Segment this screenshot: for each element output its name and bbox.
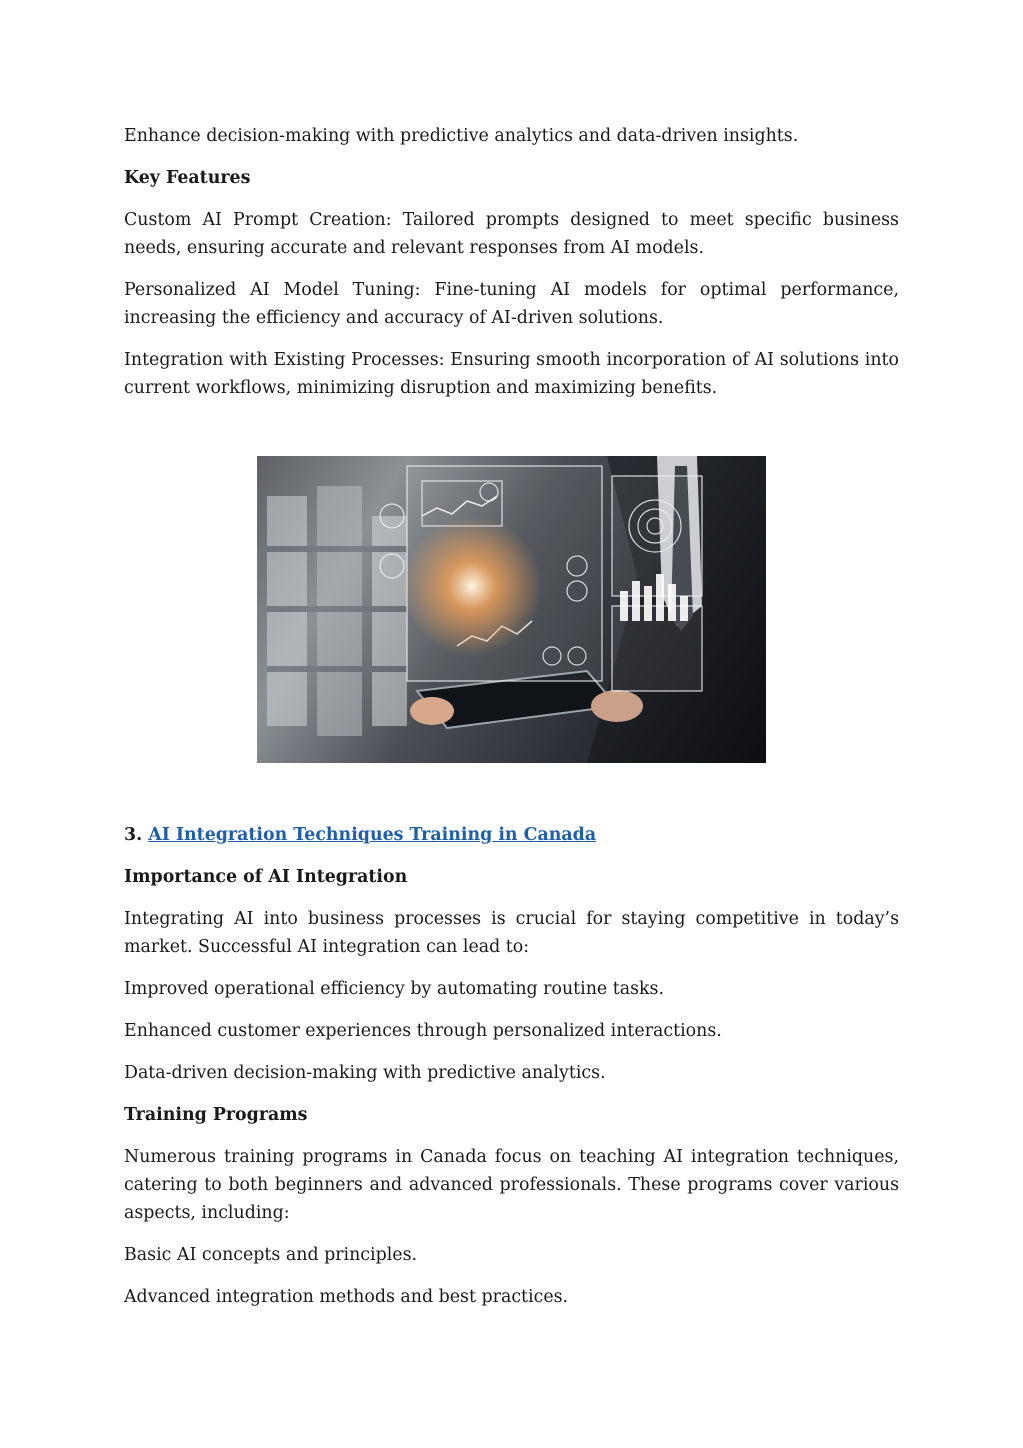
training-heading: Training Programs — [124, 1105, 308, 1125]
benefit-item-3: Data-driven decision-making with predictive analytics. — [124, 1063, 606, 1083]
training-paragraph: Numerous training programs in Canada focus on teaching AI integration techniques, catering to both beginners and advanced professionals. These programs cover various aspects, including: — [124, 1147, 899, 1223]
light-flare — [402, 516, 542, 656]
section-3-heading — [124, 821, 899, 849]
section-3-link[interactable]: AI Integration Techniques Training in Canada — [148, 825, 597, 845]
feature-paragraph-1: Custom AI Prompt Creation: Tailored prompts designed to meet specific business needs, ensuring accurate and relevant responses from AI models. — [124, 210, 899, 258]
importance-heading: Importance of AI Integration — [124, 867, 408, 887]
benefit-item-2: Enhanced customer experiences through personalized interactions. — [124, 1021, 722, 1041]
section-number: 3. — [124, 825, 143, 845]
right-hand — [591, 690, 643, 722]
key-features-heading: Key Features — [124, 168, 251, 188]
topic-item-2: Advanced integration methods and best practices. — [124, 1287, 569, 1307]
server-racks-background — [267, 486, 407, 736]
importance-paragraph: Integrating AI into business processes is crucial for staying competitive in today’s market. Successful AI integration can lead to: — [124, 909, 899, 957]
left-hand — [410, 697, 454, 725]
key-features-block — [124, 122, 899, 402]
feature-paragraph-3: Integration with Existing Processes: Ensuring smooth incorporation of AI solutions into current workflows, minimizing disruption and maximizing benefits. — [124, 350, 899, 398]
hologram-illustration — [257, 456, 766, 763]
business-analytics-image — [257, 456, 766, 763]
benefit-item-1: Improved operational efficiency by automating routine tasks. — [124, 979, 665, 999]
section-3-block — [124, 821, 899, 1311]
feature-paragraph-2: Personalized AI Model Tuning: Fine-tuning AI models for optimal performance, increasing the efficiency and accuracy of AI-driven solutions. — [124, 280, 899, 328]
topic-item-1: Basic AI concepts and principles. — [124, 1245, 418, 1265]
intro-paragraph: Enhance decision-making with predictive analytics and data-driven insights. — [124, 126, 799, 146]
